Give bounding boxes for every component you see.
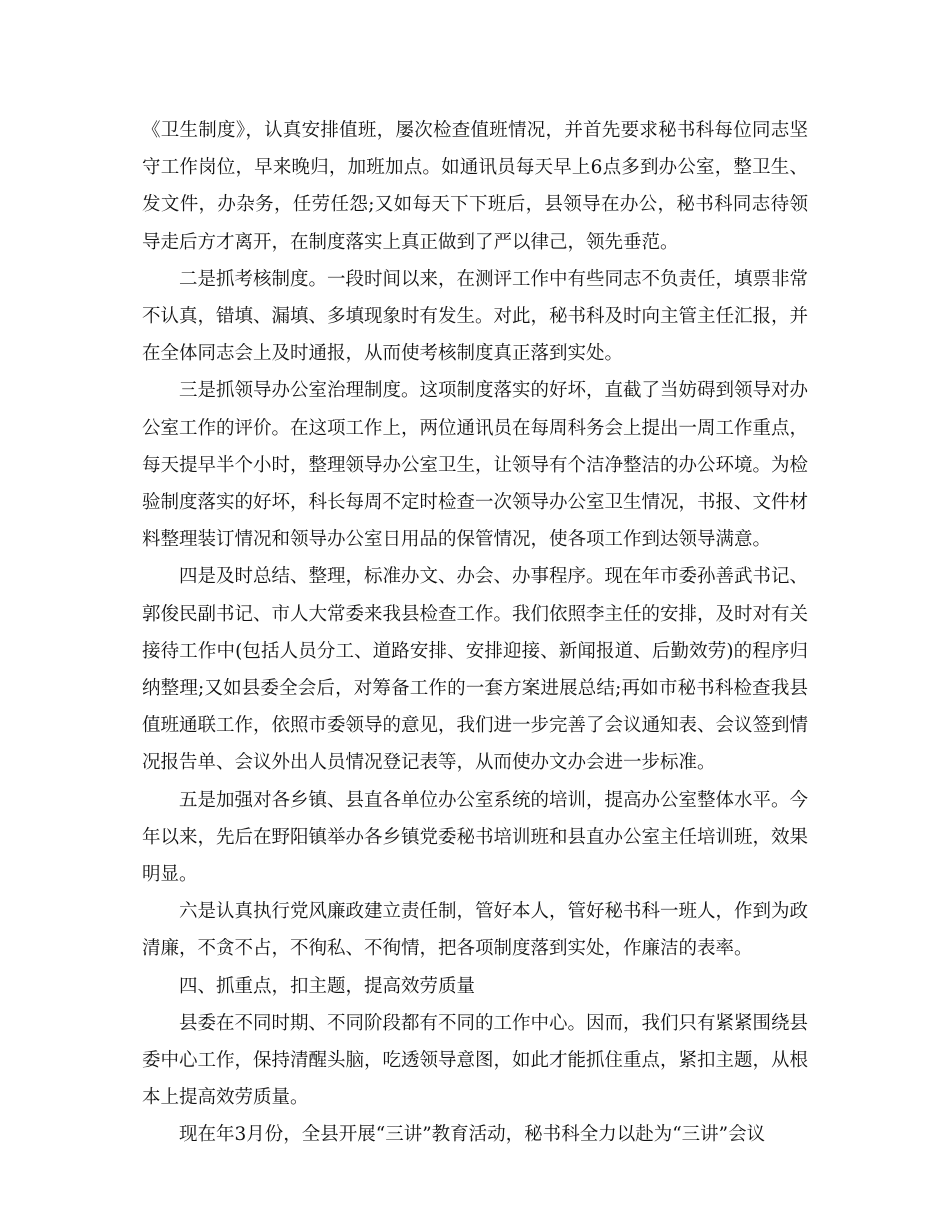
- paragraph-3: 三是抓领导办公室治理制度。这项制度落实的好坏，直截了当妨碍到领导对办公室工作的评价。在这项工作上，两位通讯员在每周科务会上提出一周工作重点，每天提早半个小时，整理领导办公室卫生，让领导有个洁净整洁的办公环境。为检验制度落实的好坏，科长每周不定时检查一次领导办公室卫生情况，书报、文件材料整理装订情况和领导办公室日用品的保管情况，使各项工作到达领导满意。: [142, 380, 809, 551]
- paragraph-6: 六是认真执行党风廉政建立责任制，管好本人，管好秘书科一班人，作到为政清廉，不贪不占，不徇私、不徇情，把各项制度落到实处，作廉洁的表率。: [142, 901, 809, 960]
- paragraph-2: 二是抓考核制度。一段时间以来，在测评工作中有些同志不负责任，填票非常不认真，错填、漏填、多填现象时有发生。对此，秘书科及时向主管主任汇报，并在全体同志会上及时通报，从而使考核制度真正落到实处。: [142, 268, 809, 365]
- paragraph-8: 现在年3月份，全县开展“三讲”教育活动，秘书科全力以赴为“三讲”会议: [179, 1124, 766, 1146]
- paragraph-7: 县委在不同时期、不同阶段都有不同的工作中心。因而，我们只有紧紧围绕县委中心工作，保持清醒头脑，吃透领导意图，如此才能抓住重点，紧扣主题，从根本上提高效劳质量。: [142, 1012, 809, 1109]
- paragraph-1: 《卫生制度》，认真安排值班，屡次检查值班情况，并首先要求秘书科每位同志坚守工作岗位，早来晚归，加班加点。如通讯员每天早上6点多到办公室，整卫生、发文件，办杂务，任劳任怨;又如每天下下班后，县领导在办公，秘书科同志待领导走后方才离开，在制度落实上真正做到了严以律己，领先垂范。: [142, 120, 808, 253]
- paragraph-4: 四是及时总结、整理，标准办文、办会、办事程序。现在年市委孙善武书记、郭俊民副书记、市人大常委来我县检查工作。我们依照李主任的安排，及时对有关接待工作中(包括人员分工、道路安排、安排迎接、新闻报道、后勤效劳)的程序归纳整理;又如县委全会后，对筹备工作的一套方案进展总结;再如市秘书科检查我县值班通联工作，依照市委领导的意见，我们进一步完善了会议通知表、会议签到情况报告单、会议外出人员情况登记表等，从而使办文办会进一步标准。: [142, 566, 809, 774]
- section-heading: 四、抓重点，扣主题，提高效劳质量: [179, 975, 476, 997]
- document-body: [142, 112, 808, 1154]
- paragraph-5: 五是加强对各乡镇、县直各单位办公室系统的培训，提高办公室整体水平。今年以来，先后在野阳镇举办各乡镇党委秘书培训班和县直办公室主任培训班，效果明显。: [142, 789, 809, 886]
